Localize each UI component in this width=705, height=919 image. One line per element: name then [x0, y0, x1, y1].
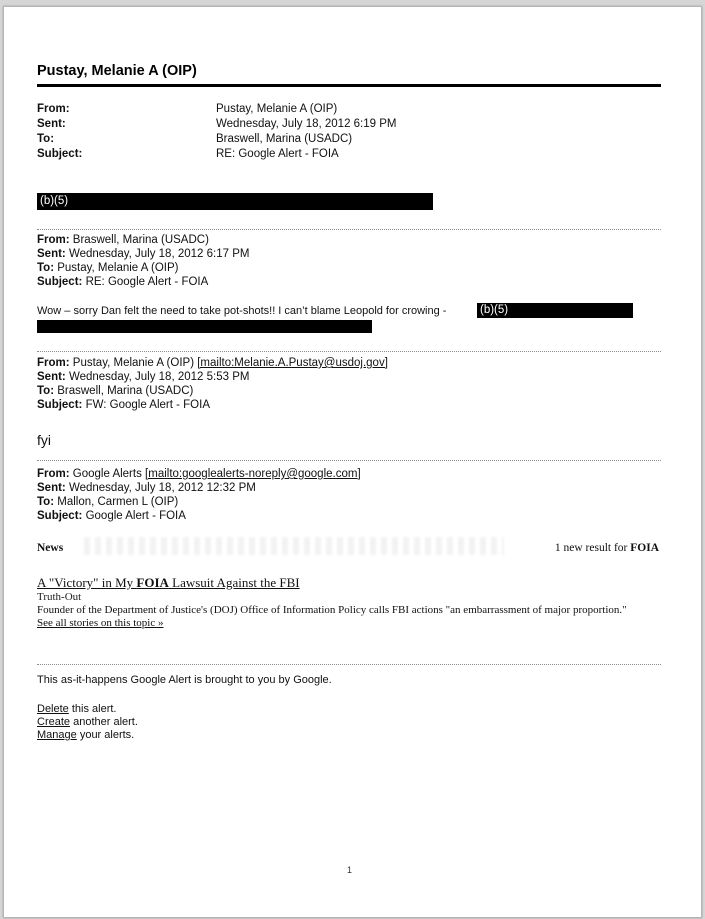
new-result-term: FOIA [630, 542, 659, 554]
msg1-to: Pustay, Melanie A (OIP) [57, 262, 179, 274]
header-sent-value: Wednesday, July 18, 2012 6:19 PM [216, 118, 397, 130]
redaction-block [37, 193, 433, 210]
redaction-inline-label: (b)(5) [480, 304, 509, 316]
msg3-subject: Google Alert - FOIA [85, 510, 186, 522]
msg3-to: Mallon, Carmen L (OIP) [57, 496, 179, 508]
msg1-to-label: To: [37, 262, 55, 274]
sender-title: Pustay, Melanie A (OIP) [37, 63, 197, 79]
header-to-value: Braswell, Marina (USADC) [216, 133, 353, 145]
msg3-from: Google Alerts [72, 468, 142, 480]
manage-alerts-text: your alerts. [76, 729, 135, 741]
msg2-to-label: To: [37, 385, 55, 397]
header-subject-value: RE: Google Alert - FOIA [216, 148, 339, 160]
msg2-body: fyi [37, 432, 51, 448]
document-page [3, 6, 702, 918]
header-from-label: From: [37, 103, 70, 115]
new-result-prefix: 1 new result for [554, 542, 631, 554]
create-alert-line [37, 716, 138, 728]
msg2-subject-label: Subject: [37, 399, 83, 411]
msg1-subject-label: Subject: [37, 276, 83, 288]
msg1-from-line [37, 233, 209, 247]
separator-dotted [37, 664, 661, 665]
story-title-part: Lawsuit Against the FBI [168, 575, 300, 590]
story-title-part: A "Victory" in My [37, 575, 137, 590]
msg3-sent-line [37, 481, 256, 495]
page-number: 1 [347, 865, 353, 875]
msg3-subject-line [37, 509, 186, 523]
msg2-sent-line [37, 370, 249, 384]
new-result-count [555, 542, 659, 554]
msg1-sent: Wednesday, July 18, 2012 6:17 PM [68, 248, 250, 260]
msg1-subject-line [37, 275, 208, 289]
create-alert-link[interactable]: Create [37, 716, 71, 728]
msg3-to-label: To: [37, 496, 55, 508]
alert-footer-text: This as-it-happens Google Alert is brought to you by Google. [37, 674, 332, 686]
msg3-to-line [37, 495, 178, 509]
redaction-label: (b)(5) [40, 195, 69, 207]
header-subject-label: Subject: [37, 148, 83, 160]
see-all-stories-link[interactable]: See all stories on this topic » [37, 617, 164, 629]
msg2-from-label: From: [37, 357, 70, 369]
msg3-sent: Wednesday, July 18, 2012 12:32 PM [68, 482, 256, 494]
msg1-from-label: From: [37, 234, 70, 246]
msg3-from-label: From: [37, 468, 70, 480]
msg2-subject-line [37, 398, 210, 412]
manage-alerts-line [37, 729, 134, 741]
msg1-body: Wow – sorry Dan felt the need to take pot-shots!! I can’t blame Leopold for crowing - [37, 305, 447, 317]
manage-alerts-link[interactable]: Manage [37, 729, 77, 741]
separator-dotted [37, 460, 661, 461]
separator-dotted [37, 229, 661, 230]
delete-alert-link[interactable]: Delete [37, 703, 69, 715]
msg3-subject-label: Subject: [37, 510, 83, 522]
header-to-label: To: [37, 133, 55, 145]
story-source: Truth-Out [37, 591, 82, 603]
msg2-sent: Wednesday, July 18, 2012 5:53 PM [68, 371, 250, 383]
faded-logo-area [84, 537, 504, 555]
msg2-from: Pustay, Melanie A (OIP) [72, 357, 195, 369]
redaction-bar [37, 320, 372, 333]
delete-alert-text: this alert. [68, 703, 117, 715]
msg1-subject: RE: Google Alert - FOIA [85, 276, 209, 288]
title-rule [37, 84, 661, 87]
create-alert-text: another alert. [70, 716, 138, 728]
separator-dotted [37, 351, 661, 352]
news-label: News [37, 542, 64, 554]
header-from-value: Pustay, Melanie A (OIP) [216, 103, 338, 115]
story-title-keyword: FOIA [136, 575, 169, 590]
msg3-from-line [37, 467, 361, 481]
msg1-sent-line [37, 247, 249, 261]
story-title-link[interactable] [37, 575, 300, 591]
story-description: Founder of the Department of Justice's (DOJ) Office of Information Policy calls FBI actions "an embarrassment of major proportion." [37, 604, 627, 616]
msg2-to-line [37, 384, 193, 398]
header-sent-label: Sent: [37, 118, 66, 130]
redaction-inline [477, 303, 633, 318]
msg3-sent-label: Sent: [37, 482, 66, 494]
msg2-to: Braswell, Marina (USADC) [57, 385, 194, 397]
msg1-to-line [37, 261, 178, 275]
msg2-from-line [37, 356, 388, 370]
msg2-subject: FW: Google Alert - FOIA [85, 399, 210, 411]
msg2-sent-label: Sent: [37, 371, 66, 383]
msg1-sent-label: Sent: [37, 248, 66, 260]
msg3-mailto-link[interactable]: [mailto:googlealerts-noreply@google.com] [145, 468, 361, 480]
msg2-mailto-link[interactable]: [mailto:Melanie.A.Pustay@usdoj.gov] [197, 357, 388, 369]
msg1-from: Braswell, Marina (USADC) [72, 234, 209, 246]
delete-alert-line [37, 703, 116, 715]
